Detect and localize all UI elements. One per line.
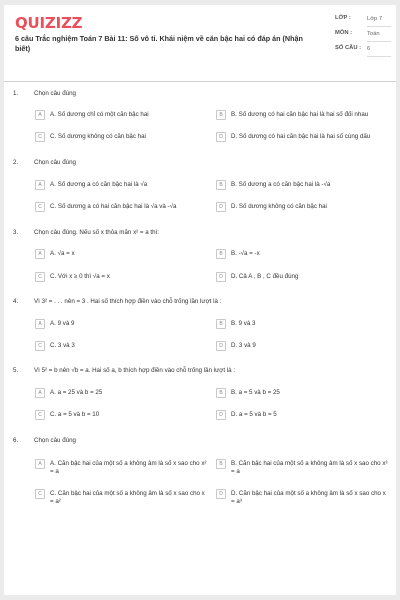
question-text: Chọn câu đúng bbox=[34, 90, 76, 97]
count-label: SỐ CÂU : bbox=[335, 45, 362, 51]
worksheet-header bbox=[4, 5, 396, 75]
option-text: D. a = 5 và b = 5 bbox=[231, 411, 277, 418]
count-value: 6 bbox=[367, 45, 391, 57]
option-box[interactable]: D bbox=[216, 489, 226, 499]
option-box[interactable]: A bbox=[35, 110, 45, 120]
option-box[interactable]: C bbox=[35, 202, 45, 212]
option-box[interactable]: B bbox=[216, 180, 226, 190]
option-text: C. Căn bậc hai của một số a không âm là số x sao cho x = a² bbox=[50, 490, 205, 505]
option-text: B. 9 và 3 bbox=[231, 320, 256, 327]
option-box[interactable]: A bbox=[35, 459, 45, 469]
option-text: D. Căn bậc hai của một số a không âm là số x sao cho x = a³ bbox=[231, 490, 386, 505]
option-text: A. Số dương chỉ có một căn bậc hai bbox=[50, 111, 149, 118]
option-box[interactable]: B bbox=[216, 319, 226, 329]
option-text: D. Số dương không có căn bậc hai bbox=[231, 203, 327, 210]
option-box[interactable]: C bbox=[35, 410, 45, 420]
subject-label: MÔN : bbox=[335, 30, 353, 36]
option-text: C. 3 và 3 bbox=[50, 342, 75, 349]
option-box[interactable]: D bbox=[216, 132, 226, 142]
option-box[interactable]: D bbox=[216, 410, 226, 420]
option-text: B. Số dương a có căn bậc hai là -√a bbox=[231, 181, 331, 188]
option-box[interactable]: C bbox=[35, 489, 45, 499]
option-text: B. Căn bậc hai của một số a không âm là số x sao cho x³ = a bbox=[231, 460, 388, 475]
option-box[interactable]: B bbox=[216, 110, 226, 120]
option-text: C. Số dương a có hai căn bậc hai là √a và -√a bbox=[50, 203, 177, 210]
class-label: LỚP : bbox=[335, 15, 351, 21]
option-box[interactable]: B bbox=[216, 388, 226, 398]
option-box[interactable]: D bbox=[216, 272, 226, 282]
option-box[interactable]: C bbox=[35, 132, 45, 142]
subject-value: Toán bbox=[367, 30, 391, 42]
option-box[interactable]: B bbox=[216, 249, 226, 259]
meta-class-row bbox=[335, 15, 391, 27]
option-box[interactable]: C bbox=[35, 341, 45, 351]
option-text: A. a = 25 và b = 25 bbox=[50, 389, 103, 396]
option-text: C. Với x ≥ 0 thì √a = x bbox=[50, 273, 110, 280]
option-text: D. Số dương có hai căn bậc hai là hai số cùng dấu bbox=[231, 133, 371, 140]
worksheet-page bbox=[4, 5, 396, 595]
option-text: A. Số dương a có căn bậc hai là √a bbox=[50, 181, 148, 188]
question-number: 2. bbox=[13, 159, 19, 166]
option-box[interactable]: A bbox=[35, 180, 45, 190]
question-text: Chọn câu đúng. Nếu số x thỏa mãn x² = a thì: bbox=[34, 229, 160, 236]
question-number: 4. bbox=[13, 298, 19, 305]
question-number: 5. bbox=[13, 367, 19, 374]
option-box[interactable]: D bbox=[216, 202, 226, 212]
quizizz-logo: QUIZIZZ bbox=[15, 14, 83, 32]
option-text: C. a = 5 và b = 10 bbox=[50, 411, 100, 418]
option-text: D. 3 và 9 bbox=[231, 342, 256, 349]
worksheet-title: 6 câu Trắc nghiệm Toán 7 Bài 11: Số vô tỉ. Khái niệm về căn bậc hai có đáp án (Nhận biết) bbox=[15, 34, 303, 53]
option-box[interactable]: A bbox=[35, 388, 45, 398]
question-number: 1. bbox=[13, 90, 19, 97]
option-box[interactable]: B bbox=[216, 459, 226, 469]
question-text: Chọn câu đúng bbox=[34, 437, 76, 444]
option-box[interactable]: D bbox=[216, 341, 226, 351]
meta-count-row bbox=[335, 45, 391, 57]
question-text: Vì 5² = b nên √b = a. Hai số a, b thích hợp điền vào chỗ trống lần lượt là : bbox=[34, 367, 236, 374]
option-box[interactable]: C bbox=[35, 272, 45, 282]
option-box[interactable]: A bbox=[35, 319, 45, 329]
meta-subject-row bbox=[335, 30, 391, 42]
option-box[interactable]: A bbox=[35, 249, 45, 259]
option-text: B. a = 5 và b = 25 bbox=[231, 389, 280, 396]
question-number: 3. bbox=[13, 229, 19, 236]
question-text: Chọn câu đúng bbox=[34, 159, 76, 166]
question-text: Vì 3² = . . . nên = 3 . Hai số thích hợp điền vào chỗ trống lần lượt là : bbox=[34, 298, 222, 305]
option-text: B. Số dương có hai căn bậc hai là hai số đối nhau bbox=[231, 111, 369, 118]
question-number: 6. bbox=[13, 437, 19, 444]
class-value: Lớp 7 bbox=[367, 15, 391, 27]
option-text: A. 9 và 9 bbox=[50, 320, 75, 327]
option-text: D. Cả A , B , C đều đúng bbox=[231, 273, 299, 280]
option-text: C. Số dương không có căn bậc hai bbox=[50, 133, 146, 140]
worksheet-meta bbox=[335, 15, 391, 60]
option-text: B. -√a = -x bbox=[231, 250, 260, 257]
option-text: A. Căn bậc hai của một số a không âm là số x sao cho x² = a bbox=[50, 460, 207, 475]
header-divider bbox=[4, 81, 396, 82]
option-text: A. √a = x bbox=[50, 250, 75, 257]
page-footer bbox=[4, 580, 396, 595]
